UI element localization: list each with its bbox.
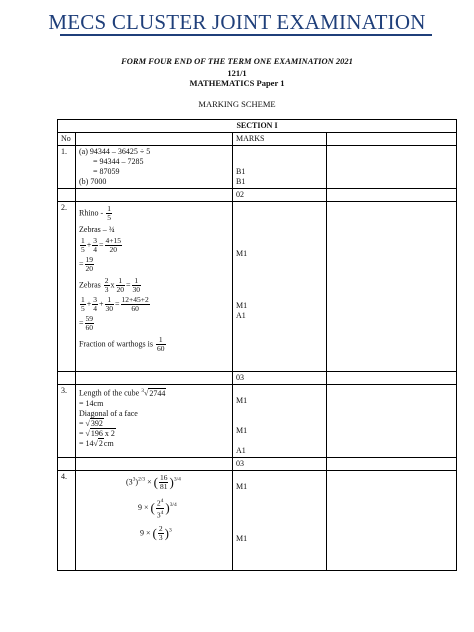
q3-working: Length of the cube $^3$√2744 = 14cm Diagonal of a face = √392 = √196 x 2 = 14√2cm <box>76 385 233 458</box>
q2-eq2-den: 60 <box>131 304 139 313</box>
q3-marks <box>233 385 327 458</box>
marking-table <box>57 119 457 571</box>
marking-scheme-label: MARKING SCHEME <box>198 99 276 109</box>
q2-mark3: A1 <box>236 311 246 320</box>
q3-total-row <box>58 458 457 471</box>
q3-root: 2744 <box>149 388 166 398</box>
q2-rhino: Rhino - <box>79 208 104 218</box>
paper-code: 121/1 <box>227 68 247 78</box>
q1-row <box>58 146 457 189</box>
q2-eq1-num: 4+15 <box>105 236 122 245</box>
q2-warthogs: Fraction of warthogs is <box>79 339 153 349</box>
q3-mark3: A1 <box>236 446 246 455</box>
q1-total: 02 <box>233 189 327 202</box>
col-no: No <box>58 133 76 146</box>
q3-no: 3. <box>58 385 76 458</box>
q3-line6b: 2 <box>98 438 103 448</box>
q1-marks <box>233 146 327 189</box>
q1-line2: = 94344 – 7285 <box>93 157 144 166</box>
q2-zebras: Zebras – ¾ <box>79 225 115 234</box>
exam-banner: MECS CLUSTER JOINT EXAMINATION <box>48 10 426 34</box>
q1-total-row <box>58 189 457 202</box>
q4-row <box>58 471 457 571</box>
q3-mark1: M1 <box>236 396 248 405</box>
fraction: $\frac{1}{5}$ <box>107 204 111 222</box>
q1-mark2: B1 <box>236 177 246 186</box>
q2-no: 2. <box>58 202 76 372</box>
banner-underline <box>60 34 432 36</box>
q3-line2: = 14cm <box>79 398 104 408</box>
q4-marks <box>233 471 327 571</box>
q2-eq2-num: 12+45+2 <box>121 295 149 304</box>
paper-name: MATHEMATICS Paper 1 <box>189 78 285 88</box>
q2-mark1: M1 <box>236 249 248 258</box>
q3-root3: 196 x 2 <box>90 428 115 438</box>
q3-mark2: M1 <box>236 426 248 435</box>
q2-res2-num: 59 <box>85 314 94 323</box>
q2-total: 03 <box>233 372 327 385</box>
col-working <box>76 133 233 146</box>
q2-res1-den: 20 <box>85 264 94 273</box>
q2-marks <box>233 202 327 372</box>
q2-eq1-den: 20 <box>109 245 118 254</box>
q1-line3: = 87059 <box>93 167 120 176</box>
q2-mark2: M1 <box>236 301 248 310</box>
q4-mark2: M1 <box>236 534 248 543</box>
q4-no: 4. <box>58 471 76 571</box>
q4-working: $(3^3)^{2/3}$ × ( $\frac{16}{81}$ )$^{3/4}$ 9 × ( $\frac{2^4}{3^4}$ )$^{3/4}$ 9 × ( $\frac{2}{3}$ )$^3$ <box>76 471 233 571</box>
q1-line1: (a) 94344 – 36425 ÷ 5 <box>79 147 151 156</box>
q3-line6c: cm <box>103 438 114 448</box>
q2-total-row <box>58 372 457 385</box>
q1-line4: (b) 7000 <box>79 177 107 186</box>
q4-mark1: M1 <box>236 482 248 491</box>
q3-root2: 392 <box>90 418 103 428</box>
q1-no: 1. <box>58 146 76 189</box>
q2-zebras2: Zebras <box>79 280 101 290</box>
col-extra <box>327 133 457 146</box>
q1-mark1: B1 <box>236 167 246 176</box>
header-row <box>58 133 457 146</box>
col-marks: MARKS <box>233 133 327 146</box>
q1-working <box>76 146 233 189</box>
q3-line3: Diagonal of a face <box>79 408 138 418</box>
q3-total: 03 <box>233 458 327 471</box>
q3-line6a: = 14 <box>79 438 94 448</box>
q2-res1-num: 19 <box>85 255 94 264</box>
q2-working: Rhino - $\frac{1}{5}$ Zebras – ¾ $\frac{1}{5}$ + $\frac{3}{4}$ = $\frac{4+15}{20}$ = $\frac{19}{20}$ Zebras $\frac{2}{3}$ x $\frac{1}{20}$ = $\frac{1}{30}$ $\frac{1}{5}$ + $\frac{3}{4}$ + $\frac{1}{30}$ = $\frac{12+45+2}{60}$ = $\frac{59}{60}$ Fraction of warthogs is $\frac{1}{60}$ <box>76 202 233 372</box>
section-row <box>58 120 457 133</box>
q3-line1: Length of the cube <box>79 388 140 398</box>
q3-row <box>58 385 457 458</box>
exam-title: FORM FOUR END OF THE TERM ONE EXAMINATION 2021 <box>121 56 353 66</box>
section-title: SECTION I <box>58 120 457 133</box>
q2-res2-den: 60 <box>85 323 94 332</box>
q2-row <box>58 202 457 372</box>
